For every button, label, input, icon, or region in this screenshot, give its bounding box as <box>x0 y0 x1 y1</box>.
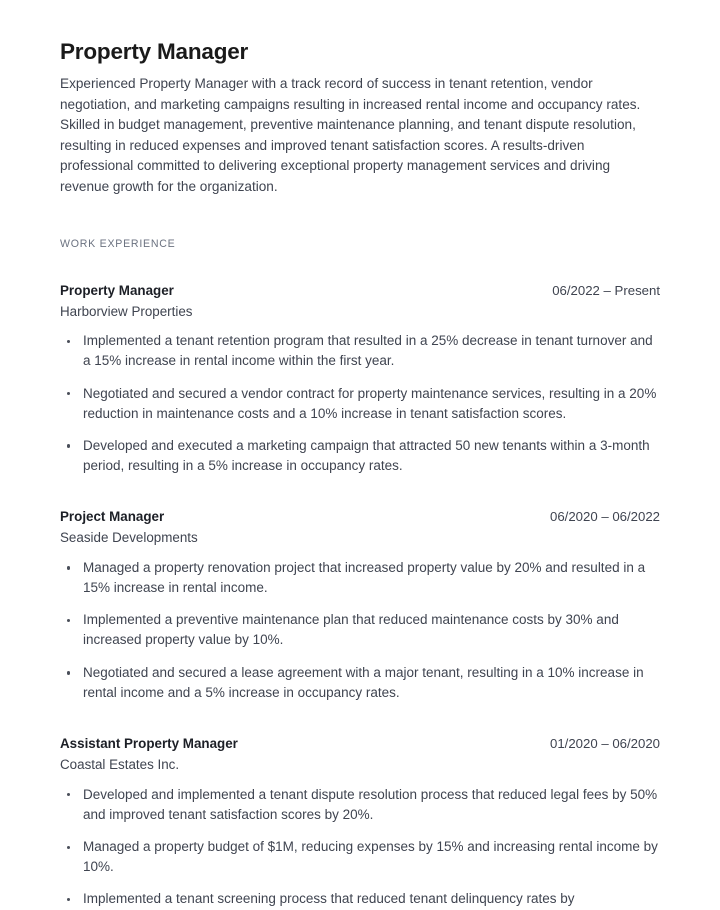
list-item <box>60 663 660 703</box>
bullet-dot-icon <box>67 340 70 343</box>
bullet-text: Implemented a tenant retention program that resulted in a 25% decrease in tenant turnover and a 15% increase in rental income within the first year. <box>83 333 653 369</box>
experience-entry <box>60 735 660 910</box>
bullet-text: Implemented a preventive maintenance plan that reduced maintenance costs by 30% and increased property value by 10%. <box>83 612 619 648</box>
job-title: Assistant Property Manager <box>60 736 238 752</box>
experience-entry-header <box>60 735 660 753</box>
bullet-text: Negotiated and secured a vendor contract for property maintenance services, resulting in a 20% reduction in maintenance costs and a 10% increase in tenant satisfaction scores. <box>83 385 657 421</box>
experience-entry <box>60 508 660 703</box>
bullet-text: Managed a property budget of $1M, reducing expenses by 15% and increasing rental income by 10%. <box>83 839 658 875</box>
bullet-text: Developed and implemented a tenant dispute resolution process that reduced legal fees by 50% and improved tenant satisfaction scores by 20%. <box>83 786 658 822</box>
job-dates: 06/2020 – 06/2022 <box>549 509 660 525</box>
list-item <box>60 331 660 371</box>
bullet-dot-icon <box>67 898 70 901</box>
list-item <box>60 610 660 650</box>
experience-entry-header <box>60 282 660 300</box>
bullet-dot-icon <box>67 793 70 796</box>
page-title: Property Manager <box>60 39 249 64</box>
bullet-text: Implemented a tenant screening process that reduced tenant delinquency rates by <box>83 891 575 907</box>
section-heading-work-experience: WORK EXPERIENCE <box>60 237 176 250</box>
job-bullet-list <box>60 785 660 910</box>
bullet-text: Developed and executed a marketing campaign that attracted 50 new tenants within a 3-month period, resulting in a 5% increase in occupancy rates. <box>83 437 650 474</box>
job-bullet-list <box>60 558 660 703</box>
list-item <box>60 889 660 909</box>
job-title: Project Manager <box>60 509 165 525</box>
job-dates: 01/2020 – 06/2020 <box>549 736 660 752</box>
bullet-dot-icon <box>67 846 70 849</box>
list-item <box>60 384 660 424</box>
experience-entry-header <box>60 508 660 526</box>
company-name: Coastal Estates Inc. <box>60 757 180 773</box>
company-name: Harborview Properties <box>60 303 193 319</box>
bullet-text: Managed a property renovation project that increased property value by 20% and resulted in a 15% increase in rental income. <box>83 559 646 596</box>
bullet-dot-icon <box>67 671 70 674</box>
list-item <box>60 436 660 476</box>
list-item <box>60 837 660 877</box>
list-item <box>60 785 660 825</box>
experience-entry <box>60 282 660 477</box>
bullet-dot-icon <box>67 444 70 447</box>
company-name: Seaside Developments <box>60 530 198 546</box>
job-bullet-list <box>60 331 660 476</box>
job-title: Property Manager <box>60 282 174 298</box>
professional-summary: Experienced Property Manager with a track record of success in tenant retention, vendor negotiation, and marketing campaigns resulting in increased rental income and occupancy rates. Skilled in budget management, preventive maintenance planning, and tenant dispute resolution, resulting in reduced expenses and improved tenant satisfaction scores. A results-driven professional committed to delivering exceptional property management services and driving revenue growth for the organization. <box>60 76 641 194</box>
bullet-dot-icon <box>67 619 70 622</box>
bullet-dot-icon <box>67 392 70 395</box>
job-dates: 06/2022 – Present <box>552 282 660 298</box>
bullet-dot-icon <box>67 566 70 569</box>
bullet-text: Negotiated and secured a lease agreement with a major tenant, resulting in a 10% increase in rental income and a 5% increase in occupancy rates. <box>83 664 644 700</box>
list-item <box>60 558 660 598</box>
